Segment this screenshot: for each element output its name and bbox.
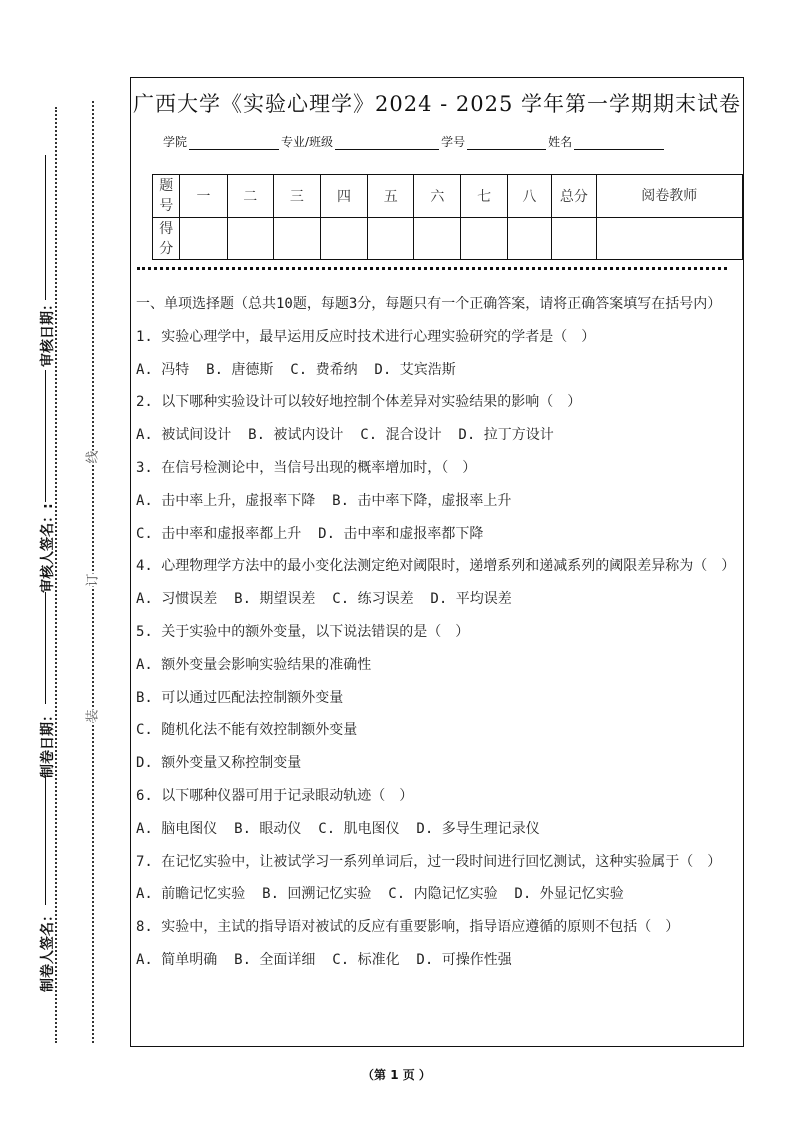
reviewer-signature-underline-2 [45,592,46,704]
score-cell[interactable] [368,218,414,260]
student-info-row [163,133,664,150]
column-header: 八 [507,175,551,218]
page-number: （第 1 页 ） [362,1068,431,1082]
score-cell[interactable] [414,218,461,260]
score-cell[interactable] [180,218,227,260]
reviewer-signature-label: 审核人签名：: [40,503,56,593]
question-number-row [153,175,743,218]
column-header: 七 [461,175,507,218]
college-field[interactable] [189,135,279,150]
question-3-options-cd: C. 击中率和虚报率都上升 D. 击中率和虚报率都下降 [136,525,484,542]
question-8-options: A. 简单明确 B. 全面详细 C. 标准化 D. 可操作性强 [136,951,512,968]
name-label: 姓名 [548,135,573,149]
score-cell[interactable] [461,218,507,260]
score-cell[interactable] [320,218,367,260]
inner-dotted-line [92,101,94,1043]
question-5-option-d: D. 额外变量又称控制变量 [136,755,302,772]
column-header: 五 [368,175,414,218]
question-6-options: A. 脑电图仪 B. 眼动仪 C. 肌电图仪 D. 多导生理记录仪 [136,820,540,837]
binding-mark-line: 线 [85,450,101,464]
student-id-label: 学号 [441,135,466,149]
question-5-option-b: B. 可以通过匹配法控制额外变量 [136,689,344,706]
question-2-stem: 2. 以下哪种实验设计可以较好地控制个体差异对实验结果的影响（ ） [136,394,582,411]
review-date-underline [45,155,46,300]
paper-maker-signature-label: 制卷人签名： [40,908,56,992]
binding-mark-staple: 订 [85,573,101,587]
question-1-stem: 1. 实验心理学中，最早运用反应时技术进行心理实验研究的学者是（ ） [136,328,596,345]
question-4-stem: 4. 心理物理学方法中的最小变化法测定绝对阈限时，递增系列和递减系列的阈限差异称为（ ） [136,558,736,575]
column-header-total: 总分 [552,175,596,218]
score-cell-total[interactable] [552,218,596,260]
column-header-grader: 阅卷教师 [596,175,742,218]
paper-date-label: 制卷日期： [40,708,56,778]
row-header-question-number: 题号 [153,175,180,218]
question-1-options: A. 冯特 B. 唐德斯 C. 费希纳 D. 艾宾浩斯 [136,361,456,378]
reviewer-signature-underline [45,370,46,502]
section-single-choice [136,293,736,982]
score-cell-grader[interactable] [596,218,742,260]
college-label: 学院 [163,135,188,149]
review-date-label: 审核日期： [40,297,56,367]
score-cell[interactable] [273,218,320,260]
column-header: 三 [273,175,320,218]
question-3-stem: 3. 在信号检测论中，当信号出现的概率增加时，（ ） [136,459,477,476]
score-table [152,174,743,260]
question-7-stem: 7. 在记忆实验中，让被试学习一系列单词后，过一段时间进行回忆测试，这种实验属于（ ） [136,853,722,870]
score-cell[interactable] [227,218,273,260]
name-field[interactable] [574,135,664,150]
major-class-field[interactable] [335,135,439,150]
column-header: 四 [320,175,367,218]
score-row [153,218,743,260]
major-class-label: 专业/班级 [281,135,334,149]
section-heading: 一、单项选择题（总共10题，每题3分，每题只有一个正确答案，请将正确答案填写在括号内） [136,296,722,312]
exam-title: 广西大学《实验心理学》2024 - 2025 学年第一学期期末试卷 [132,92,741,116]
question-7-options: A. 前瞻记忆实验 B. 回溯记忆实验 C. 内隐记忆实验 D. 外显记忆实验 [136,886,624,903]
student-id-field[interactable] [467,135,546,150]
question-5-option-c: C. 随机化法不能有效控制额外变量 [136,722,358,739]
outer-dotted-line [55,107,57,1043]
dotted-separator [137,267,727,270]
column-header: 二 [227,175,273,218]
row-header-score: 得分 [153,218,180,260]
question-3-options-ab: A. 击中率上升，虚报率下降 B. 击中率下降，虚报率上升 [136,492,512,509]
score-cell[interactable] [507,218,551,260]
question-5-option-a: A. 额外变量会影响实验结果的准确性 [136,656,372,673]
question-4-options: A. 习惯误差 B. 期望误差 C. 练习误差 D. 平均误差 [136,591,512,608]
exam-frame [130,77,744,1047]
column-header: 一 [180,175,227,218]
binding-mark-bind: 装 [85,709,101,723]
question-6-stem: 6. 以下哪种仪器可用于记录眼动轨迹（ ） [136,787,414,804]
question-2-options: A. 被试间设计 B. 被试内设计 C. 混合设计 D. 拉丁方设计 [136,427,554,444]
paper-date-underline [45,775,46,905]
question-5-stem: 5. 关于实验中的额外变量，以下说法错误的是（ ） [136,623,470,640]
column-header: 六 [414,175,461,218]
question-8-stem: 8. 实验中，主试的指导语对被试的反应有重要影响，指导语应遵循的原则不包括（ ） [136,919,680,936]
